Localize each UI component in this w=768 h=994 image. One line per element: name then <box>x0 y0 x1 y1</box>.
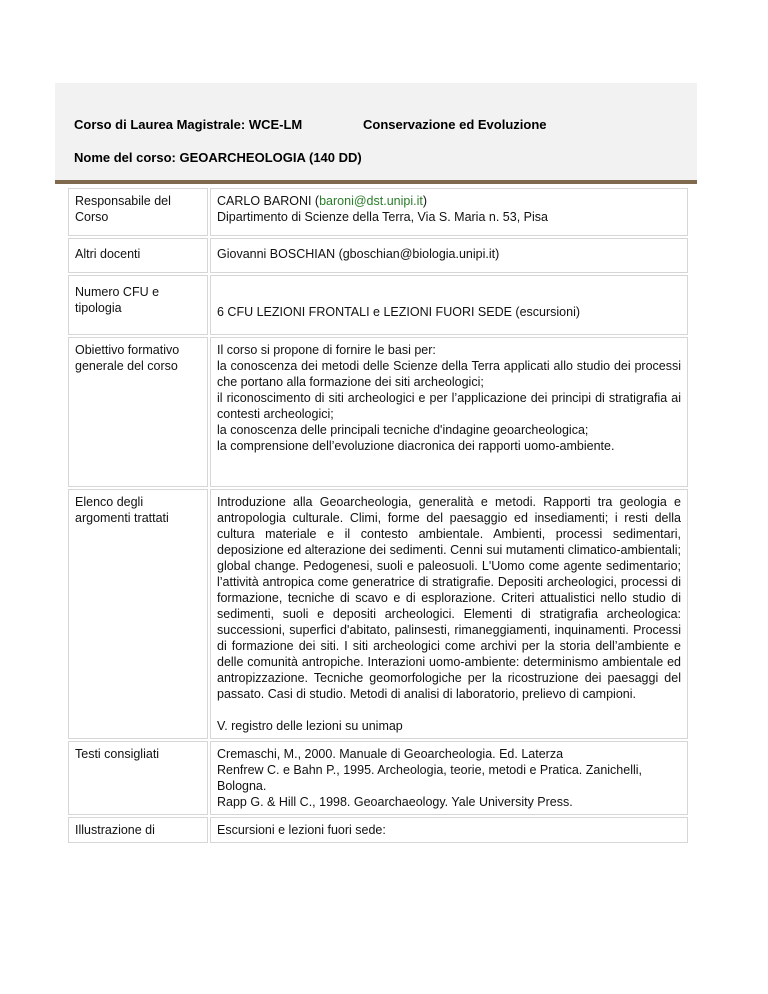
argomenti-text: Introduzione alla Geoarcheologia, generalità e metodi. Rapporti tra geologia e antropologia culturale. Climi, forme del paesaggio ed insediamenti; i resti della cultura materiale e il contesto ambientale. Ambienti, processi sedimentari, deposizione ed alterazione dei sedimenti. Cenni sui mutamenti climatico-ambientali; global change. Pedogenesi, suoli e paleosuoli. L'Uomo come agente sedimentario; l’attività antropica come generatrice di stratigrafie. Depositi archeologici, processi di formazione, tecniche di scavo e di esplorazione. Criteri attualistici nello studio di sedimenti, suoli e depositi archeologici. Elementi di stratigrafia archeologica: successioni, superfici d'abitato, palinsesti, rimaneggiamenti, inquinamenti. Processi di formazione dei siti. I siti archeologici come archivi per la storia dell’ambiente e delle comunità antropiche. Interazioni uomo-ambiente: determinismo ambientale ed antropizzazione. Tecniche geomorfologiche per la ricostruzione dei paesaggi del passato. Casi di studio. Metodi di analisi di laboratorio, prelievo di campioni. <box>217 495 681 701</box>
obiettivo-item-2: il riconoscimento di siti archeologici e per l’applicazione dei principi di stratigrafia ai contesti archeologici; <box>217 391 681 421</box>
row-obiettivo <box>68 337 688 487</box>
label-testi: Testi consigliati <box>68 741 208 815</box>
testo-1: Cremaschi, M., 2000. Manuale di Geoarcheologia. Ed. Laterza <box>217 747 564 761</box>
row-testi <box>68 741 688 815</box>
value-illustrazione: Escursioni e lezioni fuori sede: <box>210 817 688 843</box>
curriculum-title: Conservazione ed Evoluzione <box>363 117 547 132</box>
row-responsabile <box>68 188 688 236</box>
label-obiettivo: Obiettivo formativo generale del corso <box>68 337 208 487</box>
obiettivo-intro: Il corso si propone di fornire le basi per: <box>217 343 436 357</box>
obiettivo-item-1: la conoscenza dei metodi delle Scienze della Terra applicati allo studio dei processi che portano alla formazione dei siti archeologici; <box>217 359 681 389</box>
responsabile-name-prefix: CARLO BARONI ( <box>217 194 320 208</box>
responsabile-email-link[interactable]: baroni@dst.unipi.it <box>319 194 423 208</box>
value-argomenti <box>210 489 688 739</box>
degree-header <box>74 117 547 132</box>
course-info-table <box>66 186 690 845</box>
value-altri-docenti: Giovanni BOSCHIAN (gboschian@biologia.unipi.it) <box>210 238 688 273</box>
argomenti-note: V. registro delle lezioni su unimap <box>217 719 403 733</box>
degree-title: Corso di Laurea Magistrale: WCE-LM <box>74 117 303 132</box>
value-obiettivo <box>210 337 688 487</box>
obiettivo-item-4: la comprensione dell’evoluzione diacronica dei rapporti uomo-ambiente. <box>217 439 615 453</box>
label-altri-docenti: Altri docenti <box>68 238 208 273</box>
value-testi <box>210 741 688 815</box>
row-altri-docenti <box>68 238 688 273</box>
course-name: Nome del corso: GEOARCHEOLOGIA (140 DD) <box>74 150 362 165</box>
label-illustrazione: Illustrazione di <box>68 817 208 843</box>
obiettivo-item-3: la conoscenza delle principali tecniche d'indagine geoarcheologica; <box>217 423 589 437</box>
row-illustrazione <box>68 817 688 843</box>
row-cfu <box>68 275 688 335</box>
responsabile-dept: Dipartimento di Scienze della Terra, Via S. Maria n. 53, Pisa <box>217 210 548 224</box>
header-rule <box>55 180 697 184</box>
value-responsabile <box>210 188 688 236</box>
label-argomenti: Elenco degli argomenti trattati <box>68 489 208 739</box>
row-argomenti <box>68 489 688 739</box>
testo-2: Renfrew C. e Bahn P., 1995. Archeologia, teorie, metodi e Pratica. Zanichelli, Bologna. <box>217 763 643 793</box>
value-cfu: 6 CFU LEZIONI FRONTALI e LEZIONI FUORI SEDE (escursioni) <box>210 275 688 335</box>
label-cfu: Numero CFU e tipologia <box>68 275 208 335</box>
label-responsabile: Responsabile del Corso <box>68 188 208 236</box>
testo-3: Rapp G. & Hill C., 1998. Geoarchaeology. Yale University Press. <box>217 795 573 809</box>
responsabile-name-suffix: ) <box>422 194 427 208</box>
